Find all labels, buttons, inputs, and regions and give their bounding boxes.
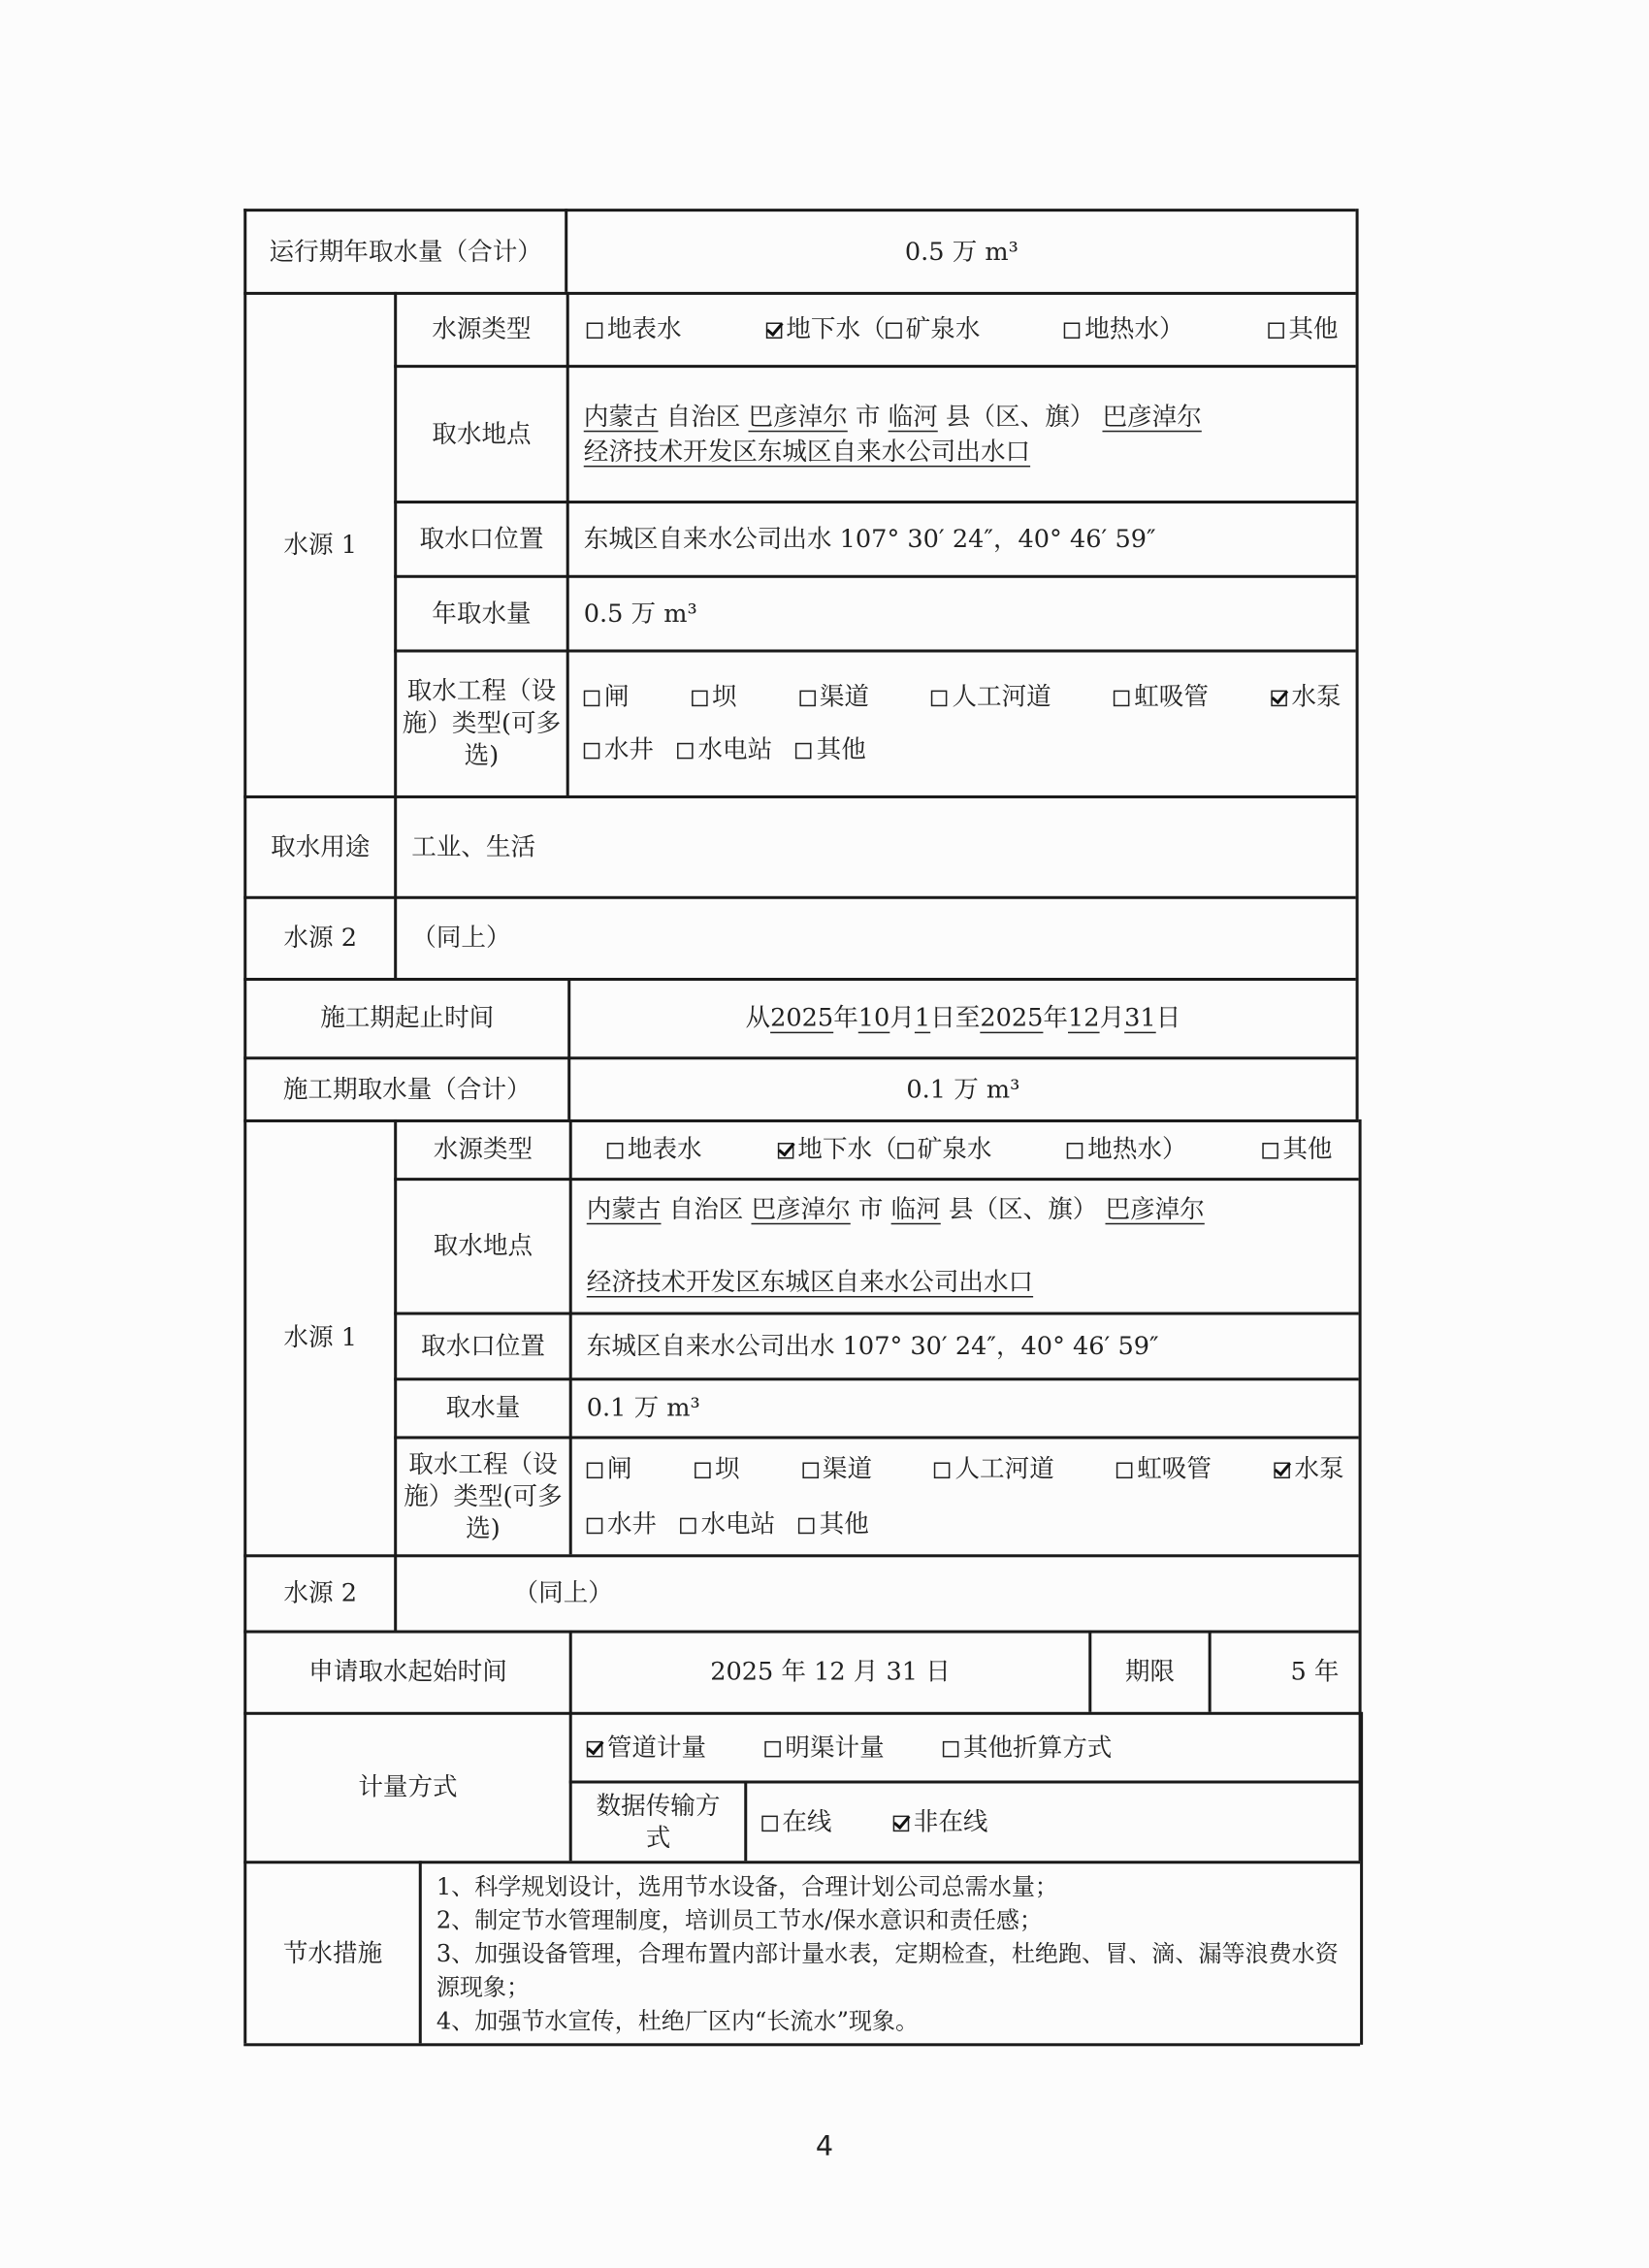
checkbox-icon [695, 1462, 711, 1478]
option-online[interactable]: 在线 [761, 1806, 831, 1838]
term-label: 期限 [1124, 1658, 1176, 1688]
construction-source1-label: 水源 1 [283, 1323, 357, 1353]
option-open-channel-metering[interactable]: 明渠计量 [764, 1732, 884, 1764]
checkbox-icon [587, 1462, 603, 1478]
measure-3: 3、加强设备管理，合理布置内部计量水表，定期检查，杜绝跑、冒、滴、漏等浪费水资源现象； [436, 1939, 1339, 2001]
water-use-value: 工业、生活 [411, 832, 536, 862]
option-groundwater[interactable]: 地下水（ 矿泉水 [765, 313, 980, 345]
source2-label: 水源 2 [283, 923, 357, 954]
option-artificial-river[interactable]: 人工河道 [931, 680, 1051, 715]
option-other[interactable]: 其他 [1268, 313, 1338, 345]
source-type-options [569, 295, 1356, 365]
engineering-type-options [569, 653, 1356, 795]
option-pump[interactable]: 水泵 [1271, 680, 1341, 715]
checkbox-icon [799, 1517, 816, 1534]
source2-value: （同上） [411, 923, 511, 954]
source1-label: 水源 1 [283, 530, 357, 560]
construction-total-value: 0.1 万 m³ [906, 1075, 1020, 1105]
location-value: 内蒙古 自治区 巴彦淖尔 市 临河 县（区、旗） 巴彦淖尔 经济技术开发区东城区自来水公司出水口 [583, 402, 1202, 467]
intake-position-label: 取水口位置 [421, 1331, 545, 1361]
option-dam[interactable]: 坝 [695, 1451, 740, 1486]
intake-position-value: 东城区自来水公司出水 107° 30′ 24″，40° 46′ 59″ [586, 1331, 1159, 1361]
option-siphon[interactable]: 虹吸管 [1114, 680, 1209, 715]
option-other-conversion[interactable]: 其他折算方式 [943, 1732, 1113, 1764]
construction-period-value: 从 2025 年 10 月 1 日至 2025 年 12 月 31 日 [745, 1004, 1181, 1034]
annual-volume-label: 年取水量 [432, 599, 532, 629]
option-gate[interactable]: 闸 [584, 680, 630, 715]
checked-checkbox-icon [893, 1815, 910, 1831]
option-hydropower[interactable]: 水电站 [677, 735, 772, 764]
checkbox-icon [1116, 1462, 1133, 1478]
option-hydropower[interactable]: 水电站 [680, 1509, 775, 1539]
operation-annual-value: 0.5 万 m³ [904, 237, 1018, 267]
source-type-label: 水源类型 [433, 1135, 534, 1165]
construction-source2-label: 水源 2 [283, 1578, 357, 1608]
engineering-type-options [572, 1439, 1359, 1554]
annual-volume-value: 0.5 万 m³ [583, 599, 697, 629]
option-surface-water[interactable]: 地表水 [587, 313, 682, 345]
location-label: 取水地点 [433, 1231, 534, 1261]
option-other[interactable]: 其他 [1262, 1134, 1332, 1166]
option-offline[interactable]: 非在线 [893, 1806, 988, 1838]
water-saving-label: 节水措施 [282, 1938, 383, 1968]
option-siphon[interactable]: 虹吸管 [1116, 1451, 1212, 1486]
intake-position-label: 取水口位置 [419, 524, 544, 554]
source-type-label: 水源类型 [432, 314, 532, 345]
checkbox-icon [934, 1462, 951, 1478]
checkbox-icon [802, 1462, 819, 1478]
option-geothermal[interactable]: 地热水） [1067, 1134, 1186, 1166]
data-transmission-options [747, 1783, 1360, 1861]
checkbox-icon [1064, 322, 1081, 339]
volume-label: 取水量 [445, 1393, 521, 1423]
checkbox-icon [692, 691, 708, 707]
checkbox-icon [931, 691, 948, 707]
checkbox-icon [897, 1143, 914, 1159]
option-gate[interactable]: 闸 [587, 1451, 632, 1486]
checked-checkbox-icon [587, 1740, 603, 1757]
option-surface-water[interactable]: 地表水 [607, 1134, 702, 1166]
checkbox-icon [1262, 1143, 1278, 1159]
checkbox-icon [677, 743, 694, 760]
checkbox-icon [607, 1143, 624, 1159]
option-well[interactable]: 水井 [587, 1509, 657, 1539]
checkbox-icon [799, 691, 816, 707]
checked-checkbox-icon [1271, 691, 1287, 707]
construction-total-label: 施工期取水量（合计） [282, 1075, 532, 1105]
checkbox-icon [584, 691, 600, 707]
construction-period-label: 施工期起止时间 [320, 1004, 495, 1034]
option-geothermal[interactable]: 地热水） [1064, 313, 1183, 345]
term-value: 5 年 [1290, 1658, 1340, 1688]
metering-label: 计量方式 [358, 1772, 458, 1803]
option-pump[interactable]: 水泵 [1274, 1451, 1343, 1486]
checkbox-icon [1114, 691, 1130, 707]
operation-annual-label: 运行期年取水量（合计） [269, 237, 542, 267]
intake-position-value: 东城区自来水公司出水 107° 30′ 24″，40° 46′ 59″ [583, 524, 1156, 554]
checkbox-icon [587, 322, 603, 339]
measure-4: 4、加强节水宣传，杜绝厂区内“长流水”现象。 [436, 2006, 920, 2035]
start-time-value: 2025 年 12 月 31 日 [710, 1658, 951, 1688]
page-number: 4 [815, 2130, 834, 2163]
option-other[interactable]: 其他 [796, 735, 866, 764]
checkbox-icon [796, 743, 813, 760]
location-value: 内蒙古 自治区 巴彦淖尔 市 临河 县（区、旗） 巴彦淖尔 经济技术开发区东城区自来水公司出水口 [586, 1195, 1205, 1298]
checkbox-icon [764, 1740, 781, 1757]
metering-options [572, 1715, 1360, 1781]
checkbox-icon [943, 1740, 959, 1757]
checked-checkbox-icon [1274, 1462, 1290, 1478]
start-time-label: 申请取水起始时间 [308, 1658, 507, 1688]
construction-source2-value: （同上） [513, 1578, 613, 1608]
engineering-type-label: 取水工程（设施）类型(可多选) [402, 677, 562, 771]
option-pipe-metering[interactable]: 管道计量 [587, 1732, 706, 1764]
measure-1: 1、科学规划设计，选用节水设备，合理计划公司总需水量； [436, 1872, 1058, 1900]
source-type-options [572, 1122, 1359, 1178]
option-groundwater[interactable]: 地下水（ 矿泉水 [777, 1134, 991, 1166]
measure-2: 2、制定节水管理制度，培训员工节水/保水意识和责任感； [436, 1905, 1044, 1934]
option-canal[interactable]: 渠道 [799, 680, 869, 715]
checkbox-icon [584, 743, 600, 760]
checkbox-icon [680, 1517, 696, 1534]
engineering-type-label: 取水工程（设施）类型(可多选) [404, 1449, 563, 1544]
option-canal[interactable]: 渠道 [802, 1451, 872, 1486]
checkbox-icon [886, 322, 902, 339]
checkbox-icon [1067, 1143, 1083, 1159]
data-transmission-label: 数据传输方式 [596, 1791, 721, 1853]
volume-value: 0.1 万 m³ [586, 1393, 700, 1423]
water-use-label: 取水用途 [271, 832, 371, 862]
option-other[interactable]: 其他 [799, 1509, 869, 1539]
option-artificial-river[interactable]: 人工河道 [934, 1451, 1053, 1486]
checkbox-icon [587, 1517, 603, 1534]
checkbox-icon [761, 1815, 778, 1831]
option-well[interactable]: 水井 [584, 735, 654, 764]
checkbox-icon [1268, 322, 1284, 339]
checked-checkbox-icon [765, 322, 782, 339]
water-saving-measures [422, 1863, 1360, 2043]
location-label: 取水地点 [432, 419, 532, 449]
checked-checkbox-icon [777, 1143, 793, 1159]
option-dam[interactable]: 坝 [692, 680, 737, 715]
